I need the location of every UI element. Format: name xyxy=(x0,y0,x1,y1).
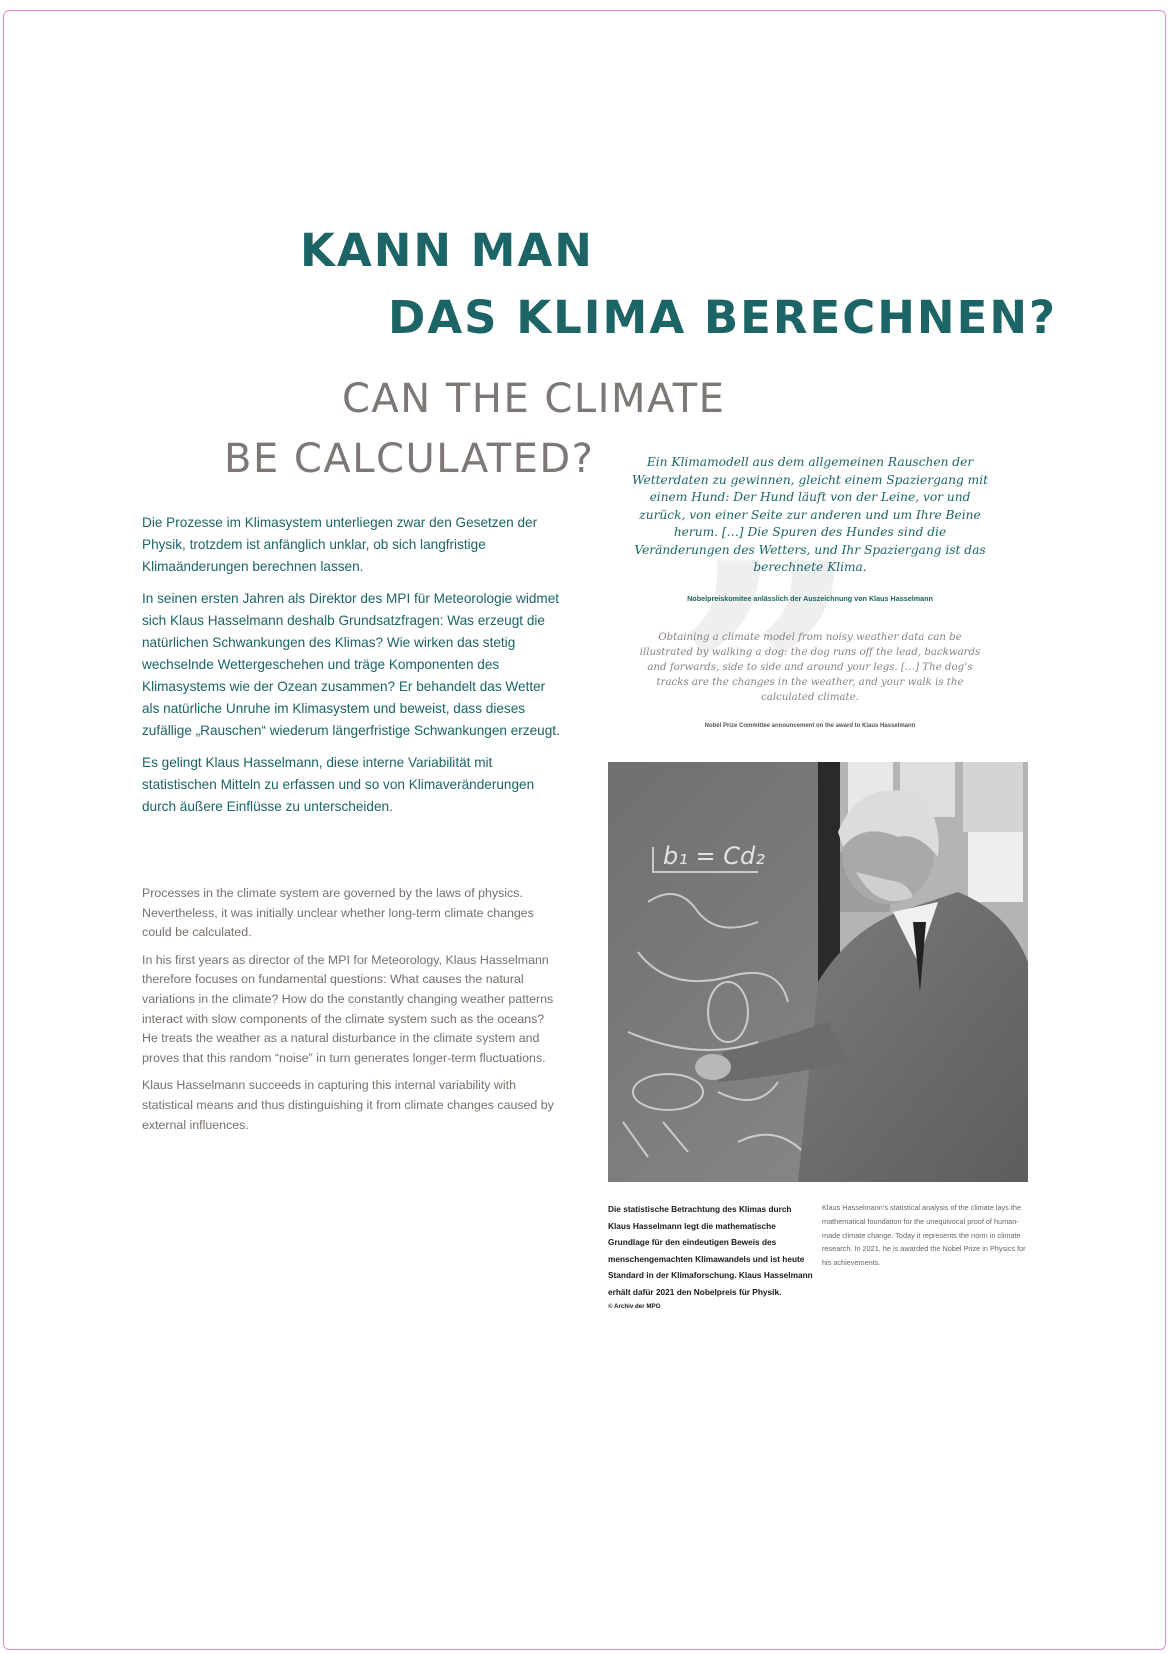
body-text-en xyxy=(142,884,557,1143)
quote-box xyxy=(628,454,992,731)
caption-de-text: Die statistische Betrachtung des Klimas durch Klaus Hasselmann legt die mathematische Grundlage für den eindeutigen Beweis des menschengemachten Klimawandels und ist heute Standard in der Klimaforschung. Klaus Hasselmann erhält dafür 2021 den Nobelpreis für Physik. xyxy=(608,1204,813,1297)
caption-de xyxy=(608,1201,814,1313)
quote-source-en: Nobel Prize Committee announcement on the award to Klaus Hasselmann xyxy=(704,722,916,729)
quote-source-de: Nobelpreiskomitee anlässlich der Auszeichnung von Klaus Hasselmann xyxy=(687,593,933,603)
body-text-de xyxy=(142,512,562,828)
body-de-paragraph-1: Die Prozesse im Klimasystem unterliegen zwar den Gesetzen der Physik, trotzdem ist anfänglich unklar, ob sich langfristige Klimaänderungen berechnen lassen. xyxy=(142,515,538,574)
title-en-line1: CAN THE CLIMATE xyxy=(342,376,726,422)
photo-hasselmann-at-blackboard xyxy=(608,762,1028,1182)
title-en-line2: BE CALCULATED? xyxy=(224,436,595,482)
body-de-paragraph-3: Es gelingt Klaus Hasselmann, diese interne Variabilität mit statistischen Mitteln zu erfassen und so von Klimaveränderungen durch äußere Einflüsse zu unterscheiden. xyxy=(142,755,535,814)
body-de-paragraph-2: In seinen ersten Jahren als Direktor des MPI für Meteorologie widmet sich Klaus Hasselmann deshalb Grundsatzfragen: Was erzeugt die natürlichen Schwankungen des Klimas? Wie wirken das stetig wechselnde Wettergeschehen und träge Komponenten des Klimasystems wie der Ozean zusammen? Er behandelt das Wetter als natürliche Unruhe im Klimasystem und beweist, dass dieses zufällige „Rauschen“ wiederum längerfristige Schwankungen erzeugt. xyxy=(142,591,560,738)
title-de-line1: KANN MAN xyxy=(300,224,594,277)
board-formula: b₁ = Cd₂ xyxy=(663,842,765,870)
caption-en: Klaus Hasselmann’s statistical analysis of the climate lays the mathematical foundation for the unequivocal proof of human-made climate change. Today it represents the norm in climate research. In 2021, he is awarded the Nobel Prize in Physics for his achievements. xyxy=(822,1203,1026,1268)
body-en-paragraph-2: In his first years as director of the MPI for Meteorology, Klaus Hasselmann therefore focuses on fundamental questions: What causes the natural variations in the climate? How do the constantly changing weather patterns interact with slow components of the climate system such as the oceans? He treats the weather as a natural disturbance in the climate system and proves that this random “noise” in turn generates longer-term fluctuations. xyxy=(142,952,554,1065)
body-en-paragraph-3: Klaus Hasselmann succeeds in capturing this internal variability with statistical means and thus distinguishing it from climate changes caused by external influences. xyxy=(142,1078,554,1132)
quote-text-en: Obtaining a climate model from noisy weather data can be illustrated by walking a dog: the dog runs off the lead, backwards and forwards, side to side and around your legs. […] The dog’s tracks are the changes in the weather, and your walk is the calculated climate. xyxy=(639,631,981,704)
title-de-line2: DAS KLIMA BERECHNEN? xyxy=(388,291,1058,344)
body-en-paragraph-1: Processes in the climate system are governed by the laws of physics. Nevertheless, it was initially unclear whether long-term climate changes could be calculated. xyxy=(142,886,534,940)
quote-text-de: Ein Klimamodell aus dem allgemeinen Rauschen der Wetterdaten zu gewinnen, gleicht einem Spaziergang mit einem Hund: Der Hund läuft von der Leine, vor und zurück, von einer Seite zur anderen und um Ihre Beine herum. […] Die Spuren des Hundes sind die Veränderungen des Wetters, und Ihr Spaziergang ist das berechnete Klima. xyxy=(631,455,989,574)
photo-credit: © Archiv der MPG xyxy=(608,1302,661,1310)
